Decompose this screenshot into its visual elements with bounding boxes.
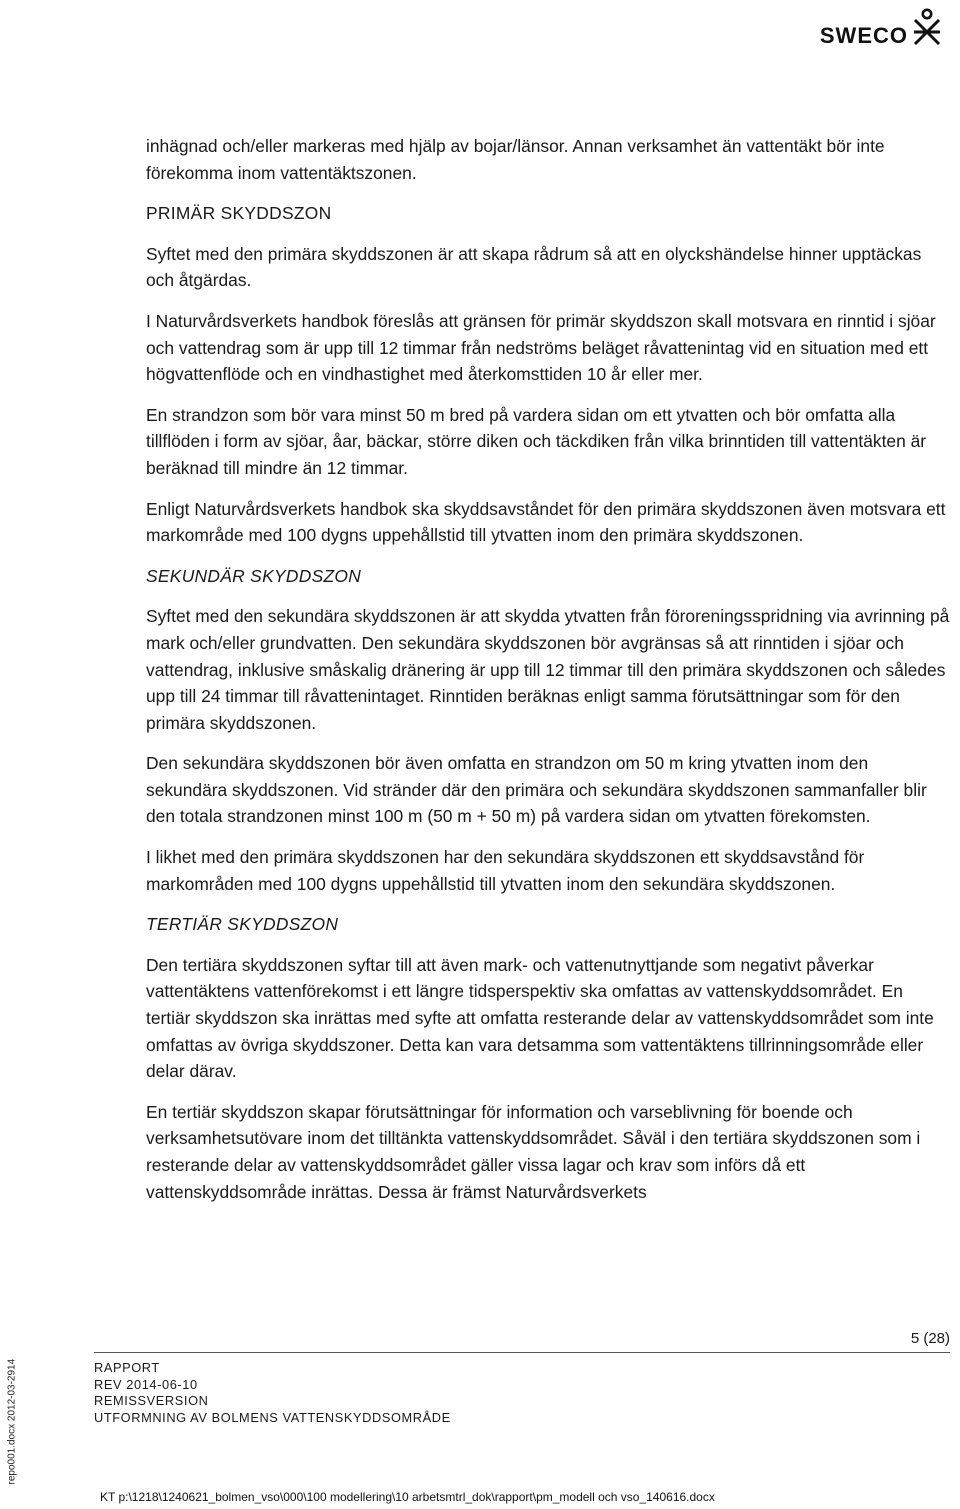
paragraph: Syftet med den sekundära skyddszonen är att skydda ytvatten från föroreningsspridning via avrinning på mark och/eller grundvatten. Den sekundära skyddszonen bör avgränsas så att rinntiden i sjöar och vattendrag, inklusive småskalig dränering är upp till 12 timmar till den primära skyddszonen och således upp till 24 timmar till råvattenintaget. Rinntiden beräknas enligt samma förutsättningar som för den primära skyddszonen. [146, 606, 950, 733]
page-number: 5 (28) [910, 1330, 950, 1347]
section-heading-sekundar: SEKUNDÄR SKYDDSZON [146, 565, 362, 586]
file-path: KT p:\1218\1240621_bolmen_vso\000\100 modellering\10 arbetsmtrl_dok\rapport\pm_modell och vso_140616.docx [100, 1490, 715, 1504]
paragraph: En tertiär skyddszon skapar förutsättningar för information och varseblivning för boende och verksamhetsutövare inom det tilltänkta vattenskyddsområdet. Såväl i den tertiära skyddszonen som i resterande delar av vattenskyddsområdet gäller vissa lagar och krav som införs då ett vattenskyddsområde inrättas. Dessa är främst Naturvårdsverkets [146, 1101, 921, 1202]
footer-info [94, 1360, 451, 1426]
paragraph: Den sekundära skyddszonen bör även omfatta en strandzon om 50 m kring ytvatten inom den sekundära skyddszonen. Vid stränder där den primära och sekundära skyddszonen sammanfaller blir den totala strandzonen minst 100 m (50 m + 50 m) på vardera sidan om ytvatten förekomsten. [146, 753, 927, 827]
paragraph: I likhet med den primära skyddszonen har den sekundära skyddszonen ett skyddsavstånd för markområden med 100 dygns uppehållstid till ytvatten inom den sekundära skyddszonen. [146, 847, 865, 894]
logo-text: SWECO [819, 23, 908, 48]
paragraph: Enligt Naturvårdsverkets handbok ska skyddsavståndet för den primära skyddszonen även motsvara ett markområde med 100 dygns uppehållstid till ytvatten inom den primära skyddszonen. [146, 498, 946, 546]
footer-version: REMISSVERSION [94, 1393, 209, 1408]
section-heading-tertiar: TERTIÄR SKYDDSZON [146, 914, 339, 935]
footer-divider [94, 1352, 950, 1353]
paragraph: Syftet med den primära skyddszonen är att skapa rådrum så att en olyckshändelse hinner upptäckas och åtgärdas. [146, 243, 922, 291]
paragraph: En strandzon som bör vara minst 50 m bred på vardera sidan om ett ytvatten och bör omfatta alla tillflöden i form av sjöar, åar, bäckar, större diken och täckdiken från vilka brinntiden till vattentäkten är beräknad till mindre än 12 timmar. [146, 404, 927, 478]
document-body [146, 133, 952, 1219]
sweco-logo [820, 8, 942, 51]
paragraph: Den tertiära skyddszonen syftar till att även mark- och vattenutnyttjande som negativt påverkar vattentäktens vattenförekomst i ett längre tidsperspektiv ska omfattas av vattenskyddsområdet. En tertiär skyddszon ska inrättas med syfte att omfatta resterande delar av vattenskyddsområdet som inte omfattas av övriga skyddszoner. Detta kan vara detsamma som vattentäktens tillrinningsområde eller delar därav. [146, 954, 934, 1082]
sweco-logo-icon [912, 8, 942, 51]
paragraph: inhägnad och/eller markeras med hjälp av bojar/länsor. Annan verksamhet än vattentäkt bör inte förekomma inom vattentäktszonen. [146, 136, 885, 183]
template-id-text: repo001.docx 2012-03-2914 [6, 1358, 18, 1485]
section-heading-primar: PRIMÄR SKYDDSZON [146, 203, 332, 224]
footer-title: UTFORMNING AV BOLMENS VATTENSKYDDSOMRÅDE [94, 1409, 451, 1425]
footer-revision: REV 2014-06-10 [94, 1376, 198, 1392]
paragraph: I Naturvårdsverkets handbok föreslås att gränsen för primär skyddszon skall motsvara en rinntid i sjöar och vattendrag som är upp till 12 timmar från nedströms beläget råvattenintag vid en situation med ett högvattenflöde och en vindhastighet med återkomsttiden 10 år eller mer. [146, 310, 936, 385]
footer-report-type: RAPPORT [94, 1360, 160, 1375]
